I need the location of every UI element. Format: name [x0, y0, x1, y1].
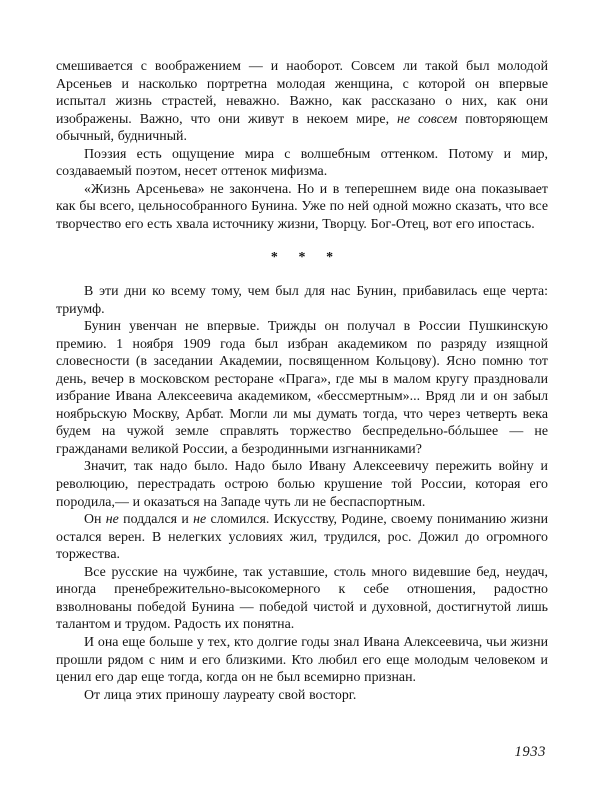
- text-run: Бунин увенчан не впервые. Трижды он получал в России Пушкинскую премию. 1 ноября 1909 года был избран академиком по разряду изящной словесности (в заседании Академии, посвященном Кольцову). Ясно помню тот день, вечер в московском ресторане «Прага», где мы в малом кругу праздновали избрание Ивана Алексеевича академиком, «бессмертным»... Вряд ли и он забыл ноябрьскую Москву, Арбат. Могли ли мы думать тогда, что через четверть века будем на чужой земле справлять торжество беспредельно-бóльшее — не гражданами великой России, а безродинными изгнанниками?: [56, 319, 548, 457]
- paragraph: [56, 318, 548, 458]
- paragraph: [56, 146, 548, 181]
- paragraph: [56, 634, 548, 687]
- emphasis-italic: не: [193, 512, 207, 528]
- text-run: смешивается с воображением — и наоборот. Совсем ли такой был молодой Арсеньев и насколько портретна молодая женщина, с которой он впервые испытал жизнь страстей, неважно. Важно, как рассказано о них, как они изображены. Важно, что они живут в некоем мире,: [56, 59, 548, 127]
- body-text-block: [56, 58, 548, 762]
- paragraph: [56, 564, 548, 634]
- text-run: В эти дни ко всему тому, чем был для нас Бунин, прибавилась еще черта: триумф.: [56, 284, 548, 317]
- date-signature: 1933: [514, 744, 546, 761]
- text-run: повторяющем обычный, будничный.: [56, 111, 548, 145]
- text-run: «Жизнь Арсеньева» не закончена. Но и в теперешнем виде она показывает как бы всего, цельнособранного Бунина. Уже по ней одной можно сказать, что все творчество его есть хвала источнику жизни, Творцу. Бог-Отец, вот его ипостась.: [56, 181, 548, 232]
- paragraph: [56, 58, 548, 146]
- text-run: И она еще больше у тех, кто долгие годы знал Ивана Алексеевича, чьи жизни прошли рядом с ним и его близкими. Кто любил его еще молодым человеком и ценил его дар еще тогда, когда он не был всемирно признан.: [56, 634, 548, 686]
- paragraph: [56, 458, 548, 511]
- emphasis-italic: не совсем: [396, 111, 458, 127]
- text-run: От лица этих приношу лауреату свой восторг.: [84, 687, 357, 703]
- text-run: поддался и: [118, 512, 194, 528]
- text-run: Он: [84, 512, 106, 528]
- paragraph: [56, 181, 548, 234]
- text-run: Значит, так надо было. Надо было Ивану Алексеевичу пережить войну и революцию, перестрадать острою болью крушение той России, которая его породила,— и оказаться на Западе чуть ли не беспаспортным.: [56, 459, 548, 510]
- text-run: сломился. Искусству, Родине, своему пониманию жизни остался верен. В нелегких условиях жил, трудился, рос. Дожил до огромного торжества.: [56, 512, 548, 563]
- emphasis-italic: не: [105, 512, 119, 528]
- section-divider-asterisks: * * *: [270, 250, 342, 266]
- paragraph: [56, 687, 548, 705]
- paragraph: [56, 511, 548, 564]
- paragraph: [56, 283, 548, 318]
- text-run: Все русские на чужбине, так уставшие, столь много видевшие бед, неудач, иногда пренебрежительно-высокомерного к себе отношения, радостно взволнованы победой Бунина — победой чистой и духовной, достигнутой лишь талантом и трудом. Радость их понятна.: [56, 564, 548, 633]
- text-run: Поэзия есть ощущение мира с волшебным оттенком. Потому и мир, создаваемый поэтом, несет оттенок мифизма.: [56, 146, 548, 180]
